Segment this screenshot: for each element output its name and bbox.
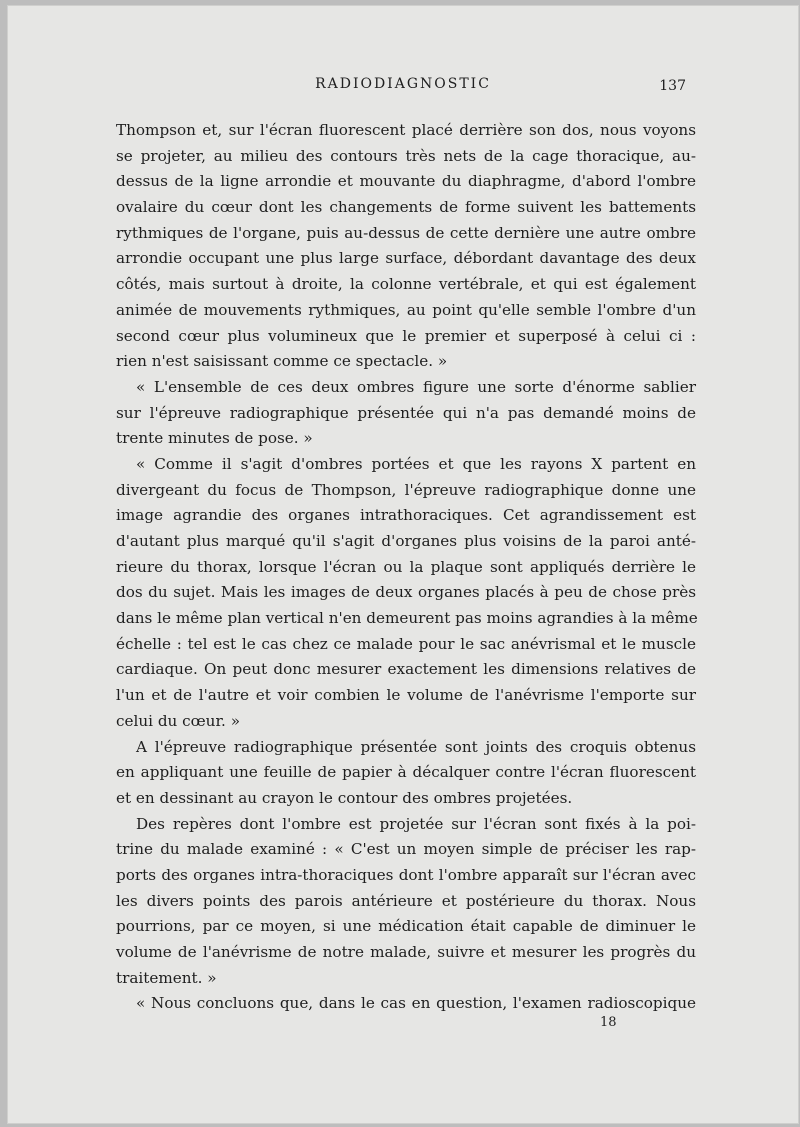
text-line: « L'ensemble de ces deux ombres figure une sorte d'énorme sablier xyxy=(136,377,696,396)
text-line: rythmiques de l'organe, puis au-dessus de cette dernière une autre ombre xyxy=(116,223,696,242)
text-line: et en dessinant au crayon le contour des ombres projetées. xyxy=(116,788,573,807)
text-line: échelle : tel est le cas chez ce malade pour le sac anévrismal et le muscle xyxy=(116,634,696,653)
text-line: animée de mouvements rythmiques, au point qu'elle semble l'ombre d'un xyxy=(116,300,696,319)
text-line: dos du sujet. Mais les images de deux organes placés à peu de chose près xyxy=(116,583,696,602)
text-line: traitement. » xyxy=(116,968,217,987)
text-line: les divers points des parois antérieure et postérieure du thorax. Nous xyxy=(116,891,696,910)
text-line: « Comme il s'agit d'ombres portées et que les rayons X partent en xyxy=(136,454,696,473)
text-line: « Nous concluons que, dans le cas en question, l'examen radioscopique xyxy=(136,994,696,1013)
text-line: trine du malade examiné : « C'est un moyen simple de préciser les rap- xyxy=(116,840,696,859)
text-line: volume de l'anévrisme de notre malade, suivre et mesurer les progrès du xyxy=(116,943,696,961)
text-line: image agrandie des organes intrathoraciques. Cet agrandissement est xyxy=(116,506,696,525)
text-line: Des repères dont l'ombre est projetée sur l'écran sont fixés à la poi- xyxy=(136,814,696,833)
body-text xyxy=(116,118,696,1017)
book-page xyxy=(8,6,798,1123)
text-line: sur l'épreuve radiographique présentée qui n'a pas demandé moins de xyxy=(116,403,696,422)
text-line: d'autant plus marqué qu'il s'agit d'organes plus voisins de la paroi anté- xyxy=(116,532,696,550)
text-line: ports des organes intra-thoraciques dont l'ombre apparaît sur l'écran avec xyxy=(116,865,696,884)
text-line: divergeant du focus de Thompson, l'épreuve radiographique donne une xyxy=(116,480,696,499)
page-header xyxy=(8,76,798,98)
text-line: arrondie occupant une plus large surface, débordant davantage des deux xyxy=(116,249,696,268)
page-number: 137 xyxy=(659,78,686,94)
text-line: se projeter, au milieu des contours très nets de la cage thoracique, au- xyxy=(116,146,696,165)
text-line: second cœur plus volumineux que le premier et superposé à celui ci : xyxy=(116,326,696,345)
text-line: pourrions, par ce moyen, si une médication était capable de diminuer le xyxy=(116,917,696,936)
text-line: dessus de la ligne arrondie et mouvante du diaphragme, d'abord l'ombre xyxy=(116,172,696,191)
running-head: RADIODIAGNOSTIC xyxy=(315,76,491,92)
text-line: A l'épreuve radiographique présentée sont joints des croquis obtenus xyxy=(136,737,696,756)
text-line: Thompson et, sur l'écran fluorescent placé derrière son dos, nous voyons xyxy=(116,121,696,139)
text-line: côtés, mais surtout à droite, la colonne vertébrale, et qui est également xyxy=(116,275,696,294)
text-line: rien n'est saisissant comme ce spectacle. » xyxy=(116,352,448,371)
text-line: rieure du thorax, lorsque l'écran ou la plaque sont appliqués derrière le xyxy=(116,557,696,576)
text-line: en appliquant une feuille de papier à décalquer contre l'écran fluorescent xyxy=(116,763,696,782)
text-line: cardiaque. On peut donc mesurer exactement les dimensions relatives de xyxy=(116,660,696,679)
signature-mark: 18 xyxy=(600,1015,617,1030)
text-line: trente minutes de pose. » xyxy=(116,429,313,448)
text-line: l'un et de l'autre et voir combien le volume de l'anévrisme l'emporte sur xyxy=(116,686,696,705)
text-line: ovalaire du cœur dont les changements de forme suivent les battements xyxy=(116,198,696,217)
text-line: celui du cœur. » xyxy=(116,711,240,730)
text-line: dans le même plan vertical n'en demeurent pas moins agrandies à la même xyxy=(116,609,698,628)
